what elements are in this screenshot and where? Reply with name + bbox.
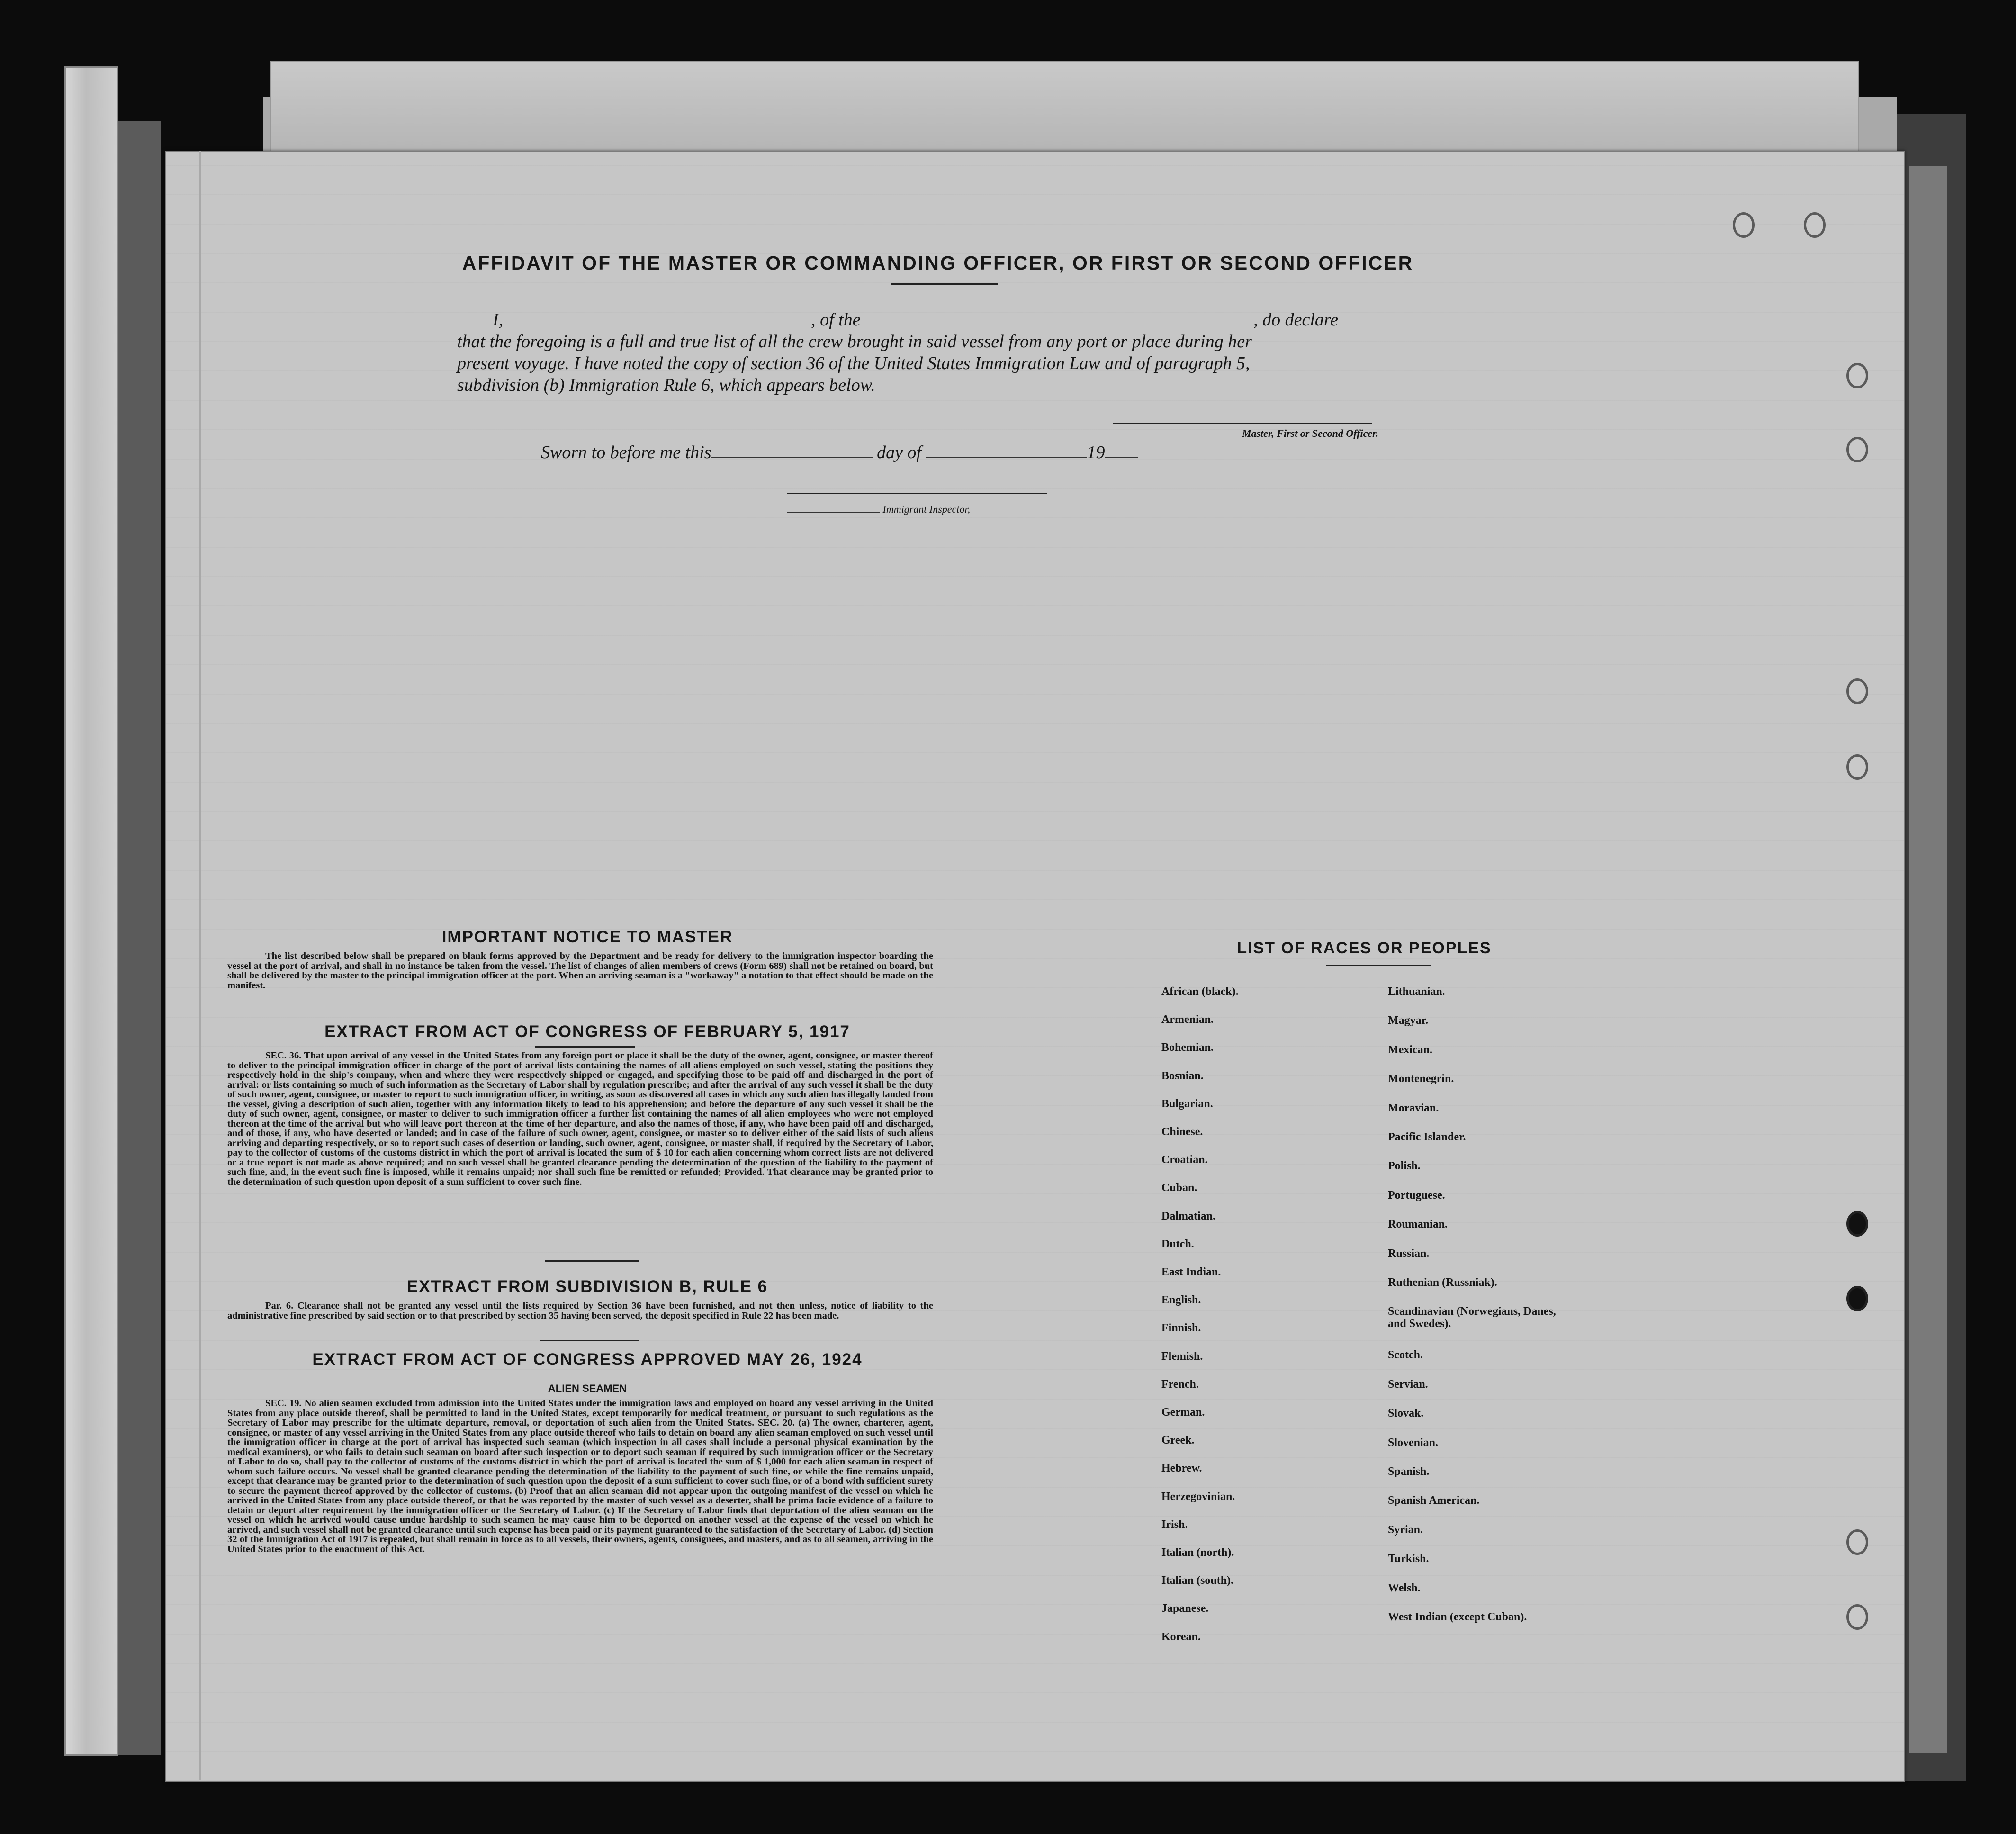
officer-name-field[interactable] [503, 311, 811, 325]
rule6-bottom-rule [540, 1340, 639, 1341]
affidavit-line-1 [493, 309, 1383, 331]
notice-text: The list described below shall be prepared on blank forms approved by the Department and be ready for delivery to the immigration inspector boarding the vessel at the port of arrival, and shall in no instance be taken from the vessel. The list of changes of alien members of crews (Form 689) shall not be retained on board, but shall be delivered by the master to the principal immigration officer at the port. When an arriving seaman is a "workaway" a notation to that effect should be made on the manifest. [227, 951, 933, 991]
punch-hole-icon [1846, 1529, 1868, 1555]
race-item: Cuban. [1161, 1182, 1197, 1194]
race-item: Greek. [1161, 1434, 1195, 1447]
race-item: Herzegovinian. [1161, 1490, 1235, 1503]
race-item: Dalmatian. [1161, 1210, 1215, 1222]
race-item: Polish. [1388, 1160, 1421, 1173]
master-signature-line[interactable] [1113, 423, 1372, 424]
race-item: Russian. [1388, 1247, 1430, 1260]
page-edge-left-shadow [118, 121, 161, 1755]
race-item: Montenegrin. [1388, 1073, 1454, 1085]
extract-1917-underline [535, 1046, 635, 1048]
race-item: Scandinavian (Norwegians, Danes, and Swedes). [1388, 1305, 1556, 1330]
race-item: Flemish. [1161, 1350, 1203, 1363]
sworn-year-field[interactable] [1105, 444, 1138, 458]
affidavit-line-4: subdivision (b) Immigration Rule 6, which appears below. [457, 375, 875, 395]
race-item: African (black). [1161, 985, 1239, 998]
punch-hole-dark-icon [1846, 1211, 1868, 1237]
master-signature-label: Master, First or Second Officer. [1242, 427, 1378, 439]
i-label: I, [493, 310, 504, 330]
race-item: Armenian. [1161, 1013, 1214, 1026]
inspector-prefix-field[interactable] [787, 507, 880, 513]
rule6-title: EXTRACT FROM SUBDIVISION B, RULE 6 [406, 1277, 768, 1296]
races-title: LIST OF RACES OR PEOPLES [1237, 939, 1492, 957]
vessel-name-field[interactable] [865, 311, 1253, 325]
inspector-line [787, 503, 1053, 515]
race-item: Roumanian. [1388, 1218, 1448, 1231]
race-item: Ruthenian (Russniak). [1388, 1276, 1497, 1289]
extract-1917-text: SEC. 36. That upon arrival of any vessel in the United States from any foreign port or place it shall be the duty of the owner, agent, consignee, or master thereof to deliver to the principal immigration officer in charge of the port of arrival lists containing the names of all aliens employed on such vessel, stating the positions they respectively hold in the ship's company, when and where they were respectively shipped or engaged, and specifying those to be paid off and discharged in the port of arrival: or lists containing so much of such information as the Secretary of Labor shall by regulation prescribe; and after the arrival of any such vessel it shall be the duty of such owner, agent, consignee, or master to report to such immigration officer, in writing, as soon as discovered all cases in which any such alien has illegally landed from the vessel, giving a description of such alien, together with any information likely to lead to his apprehension; and before the departure of any such vessel it shall be the duty of such owner, agent, consignee, or master to deliver to such immigration officer a further list containing the names of all alien employees who were not employed thereon at the time of the arrival but who will leave port thereon at the time of her departure, and also the names of those, if any, who have been paid off and discharged, and of those, if any, who have deserted or landed; and in case of the failure of such owner, agent, consignee, or master so to deliver either of the said lists of such aliens arriving and departing respectively, or so to report such cases of desertion or landing, such owner, agent, consignee, or master shall, if required by the Secretary of Labor, pay to the collector of customs of the customs district in which the port of arrival is located the sum of $ 10 for each alien concerning whom correct lists are not delivered or a true report is not made as above required; and no such vessel shall be granted clearance pending the determination of the question of the liability to the payment of such fine, and, in the event such fine is imposed, while it remains unpaid; nor shall such fine be remitted or refunded; Provided. That clearance may be granted prior to the determination of such question upon deposit of a sum sufficient to cover such fine. [227, 1050, 933, 1187]
sworn-day-field[interactable] [711, 444, 873, 458]
affidavit-line-2: that the foregoing is a full and true list of all the crew brought in said vessel from any port or place during her [457, 332, 1252, 352]
race-item: Chinese. [1161, 1126, 1203, 1138]
race-item: Italian (south). [1161, 1574, 1234, 1587]
race-item: Bosnian. [1161, 1069, 1204, 1082]
page-edge-left [64, 66, 118, 1756]
race-item: Slovak. [1388, 1407, 1424, 1420]
extract-1917-title: EXTRACT FROM ACT OF CONGRESS OF FEBRUARY 5, 1917 [324, 1022, 850, 1041]
punch-hole-icon [1846, 754, 1868, 780]
race-item: Dutch. [1161, 1238, 1194, 1250]
race-item: Spanish. [1388, 1465, 1430, 1478]
extract-1924-subtitle: ALIEN SEAMEN [548, 1382, 627, 1394]
race-item: Syrian. [1388, 1523, 1423, 1536]
inspector-label: Immigrant Inspector, [882, 503, 971, 515]
do-declare-label: , do declare [1253, 310, 1339, 330]
extract-1924-text: SEC. 19. No alien seamen excluded from admission into the United States under the immigration laws and employed on board any vessel arriving in the United States from any place outside thereof, shall be permitted to land in the United States, except temporarily for medical treatment, or pursuant to such regulations as the Secretary of Labor may prescribe for the ultimate departure, removal, or deportation of such alien from the United States. SEC. 20. (a) The owner, charterer, agent, consignee, or master of any vessel arriving in the United States from any place outside thereof who fails to detain on board any alien seaman employed on such vessel until the immigration officer in charge at the port of arrival has inspected such seaman (which inspection in all cases shall include a personal physical examination by the medical examiners), or who fails to detain such seaman on board after such inspection or to deport such seaman if required by such immigration officer or the Secretary of Labor to do so, shall pay to the collector of customs of the customs district in which the port of arrival is located the sum of $ 1,000 for each alien seaman in respect of whom such failure occurs. No vessel shall be granted clearance pending the determination of the liability to the payment of such fine, or while the fine remains unpaid, except that clearance may be granted prior to the determination of such question upon the deposit of a sum sufficient to cover such fine, or of a bond with sufficient surety to secure the payment thereof approved by the collector of customs. (b) Proof that an alien seaman did not appear upon the outgoing manifest of the vessel on which he arrived in the United States from any place outside thereof, or that he was reported by the master of such vessel as a deserter, shall be prima facie evidence of a failure to detain or deport after requirement by the immigration officer or the Secretary of Labor. (c) If the Secretary of Labor finds that deportation of the alien seaman on the vessel on which he arrived would cause undue hardship to such seamen he may cause him to be deported on another vessel at the expense of the vessel on which he arrived, and such vessel shall not be granted clearance until such expense has been paid or its payment guaranteed to the satisfaction of the Secretary of Labor. (d) Section 32 of the Immigration Act of 1917 is repealed, but shall remain in force as to all vessels, their owners, agents, consignees, and masters, and as to all seamen, arriving in the United States prior to the enactment of this Act. [227, 1398, 933, 1554]
punch-hole-icon [1846, 363, 1868, 388]
race-item: French. [1161, 1378, 1199, 1391]
punch-hole-icon [1804, 212, 1826, 238]
race-item: Japanese. [1161, 1602, 1209, 1615]
race-item: Finnish. [1161, 1322, 1201, 1335]
notice-title: IMPORTANT NOTICE TO MASTER [441, 928, 733, 946]
extract-1924-title: EXTRACT FROM ACT OF CONGRESS APPROVED MAY 26, 1924 [312, 1350, 863, 1369]
race-item: West Indian (except Cuban). [1388, 1611, 1527, 1623]
punch-hole-dark-icon [1846, 1286, 1868, 1311]
race-item: Welsh. [1388, 1581, 1421, 1594]
race-item: Scotch. [1388, 1349, 1423, 1362]
day-of-label: day of [877, 443, 922, 462]
punch-hole-icon [1846, 437, 1868, 462]
race-item: Croatian. [1161, 1154, 1208, 1166]
title-underline [891, 283, 998, 285]
page-edge-right-inner [1909, 166, 1947, 1753]
sworn-line [541, 442, 1204, 463]
sheet-fold-line [199, 151, 201, 1780]
race-item: Slovenian. [1388, 1436, 1439, 1449]
races-title-underline [1326, 965, 1431, 966]
race-item: Italian (north). [1161, 1546, 1234, 1559]
race-item: Irish. [1161, 1518, 1188, 1531]
inspector-signature-line[interactable] [787, 493, 1047, 494]
race-item: Mexican. [1388, 1043, 1432, 1056]
year-prefix: 19 [1087, 443, 1105, 462]
affidavit-line-3: present voyage. I have noted the copy of section 36 of the United States Immigration Law and of paragraph 5, [457, 353, 1250, 373]
rule6-top-rule [545, 1260, 639, 1262]
race-item: Hebrew. [1161, 1462, 1202, 1475]
race-item: Korean. [1161, 1630, 1201, 1643]
race-item: Pacific Islander. [1388, 1131, 1466, 1143]
rule6-text: Par. 6. Clearance shall not be granted any vessel until the lists required by Section 36 have been furnished, and not then unless, notice of liability to the administrative fine prescribed by said section or to that prescribed by section 35 having been served, the deposit specified in Rule 22 has been made. [227, 1301, 933, 1321]
of-the-label: , of the [811, 310, 861, 330]
punch-hole-icon [1846, 678, 1868, 704]
punch-hole-icon [1846, 1604, 1868, 1630]
race-item: East Indian. [1161, 1266, 1221, 1278]
race-item: Lithuanian. [1388, 985, 1445, 998]
race-item: Portuguese. [1388, 1189, 1445, 1202]
race-item: Bohemian. [1161, 1041, 1214, 1054]
race-item: German. [1161, 1406, 1205, 1418]
sworn-month-field[interactable] [926, 444, 1087, 458]
race-item: Bulgarian. [1161, 1097, 1213, 1110]
race-item: Servian. [1388, 1378, 1428, 1391]
punch-hole-icon [1733, 212, 1755, 238]
race-item: English. [1161, 1294, 1201, 1307]
sworn-label: Sworn to before me this [541, 443, 711, 462]
race-item: Magyar. [1388, 1014, 1429, 1027]
race-item: Moravian. [1388, 1102, 1439, 1114]
affidavit-title: AFFIDAVIT OF THE MASTER OR COMMANDING OFFICER, OR FIRST OR SECOND OFFICER [462, 252, 1414, 274]
race-item: Turkish. [1388, 1553, 1429, 1565]
page-edge-top [270, 61, 1859, 162]
race-item: Spanish American. [1388, 1494, 1480, 1507]
